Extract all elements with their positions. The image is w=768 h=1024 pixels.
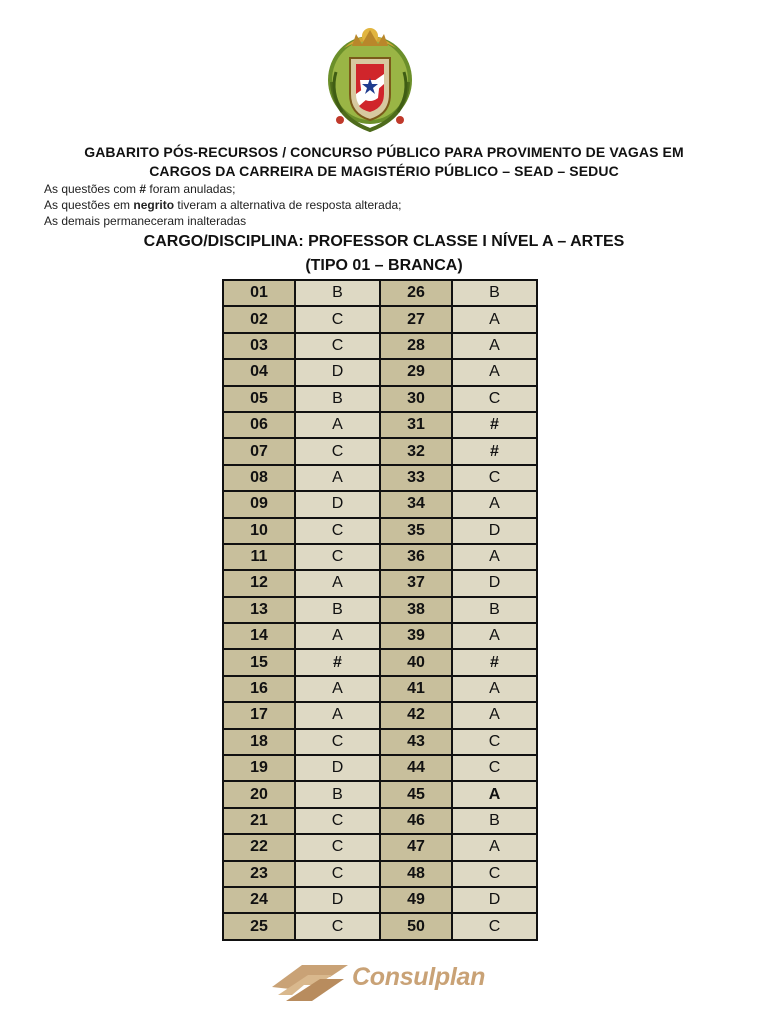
table-row <box>223 438 537 464</box>
document-title-line2: CARGOS DA CARREIRA DE MAGISTÉRIO PÚBLICO – SEAD – SEDUC <box>149 163 619 179</box>
answer-cell: A <box>295 676 380 702</box>
question-number: 06 <box>223 412 295 438</box>
table-row <box>223 808 537 834</box>
answer-cell: A <box>452 834 537 860</box>
test-type-heading: (TIPO 01 – BRANCA) <box>305 257 463 274</box>
question-number: 44 <box>380 755 452 781</box>
answer-cell: C <box>452 465 537 491</box>
answer-cell: C <box>295 544 380 570</box>
answer-cell: C <box>295 913 380 939</box>
table-row <box>223 834 537 860</box>
question-number: 36 <box>380 544 452 570</box>
question-number: 35 <box>380 518 452 544</box>
table-row <box>223 887 537 913</box>
question-number: 48 <box>380 861 452 887</box>
question-number: 26 <box>380 280 452 306</box>
answer-cell: # <box>452 649 537 675</box>
question-number: 09 <box>223 491 295 517</box>
question-number: 28 <box>380 333 452 359</box>
question-number: 19 <box>223 755 295 781</box>
table-row <box>223 676 537 702</box>
answer-cell: D <box>452 570 537 596</box>
answer-cell: # <box>452 412 537 438</box>
question-number: 31 <box>380 412 452 438</box>
question-number: 42 <box>380 702 452 728</box>
table-row <box>223 913 537 939</box>
table-row <box>223 306 537 332</box>
question-number: 30 <box>380 386 452 412</box>
question-number: 03 <box>223 333 295 359</box>
table-row <box>223 544 537 570</box>
answer-cell: B <box>452 597 537 623</box>
question-number: 10 <box>223 518 295 544</box>
answer-cell: A <box>295 412 380 438</box>
answer-cell: # <box>452 438 537 464</box>
answer-cell: D <box>295 491 380 517</box>
note-annulled: As questões com # foram anuladas; <box>44 182 236 196</box>
table-row <box>223 623 537 649</box>
question-number: 15 <box>223 649 295 675</box>
answer-cell: C <box>452 386 537 412</box>
answer-cell: B <box>295 781 380 807</box>
question-number: 37 <box>380 570 452 596</box>
question-number: 27 <box>380 306 452 332</box>
question-number: 04 <box>223 359 295 385</box>
table-row <box>223 333 537 359</box>
question-number: 46 <box>380 808 452 834</box>
answer-key-table <box>222 279 538 941</box>
answer-cell: C <box>295 808 380 834</box>
question-number: 07 <box>223 438 295 464</box>
question-number: 18 <box>223 729 295 755</box>
table-row <box>223 729 537 755</box>
answer-cell: A <box>452 491 537 517</box>
answer-cell: C <box>295 438 380 464</box>
question-number: 49 <box>380 887 452 913</box>
answer-cell: A <box>452 702 537 728</box>
answer-cell: A <box>452 676 537 702</box>
question-number: 39 <box>380 623 452 649</box>
table-row <box>223 359 537 385</box>
legend-notes <box>44 181 402 229</box>
answer-cell: A <box>452 333 537 359</box>
table-row <box>223 412 537 438</box>
question-number: 21 <box>223 808 295 834</box>
answer-cell: D <box>295 359 380 385</box>
question-number: 08 <box>223 465 295 491</box>
answer-cell: A <box>295 465 380 491</box>
table-row <box>223 570 537 596</box>
table-row <box>223 280 537 306</box>
answer-cell: C <box>452 861 537 887</box>
question-number: 34 <box>380 491 452 517</box>
hash-mark: # <box>139 182 147 196</box>
answer-cell: D <box>452 518 537 544</box>
answer-cell: C <box>452 913 537 939</box>
question-number: 40 <box>380 649 452 675</box>
table-row <box>223 649 537 675</box>
question-number: 22 <box>223 834 295 860</box>
answer-cell: B <box>295 597 380 623</box>
table-row <box>223 861 537 887</box>
question-number: 33 <box>380 465 452 491</box>
table-row <box>223 465 537 491</box>
answer-cell: C <box>295 518 380 544</box>
answer-cell: C <box>452 729 537 755</box>
answer-cell: A <box>452 544 537 570</box>
answer-cell: A <box>452 306 537 332</box>
question-number: 20 <box>223 781 295 807</box>
answer-cell: B <box>295 280 380 306</box>
question-number: 43 <box>380 729 452 755</box>
answer-cell: A <box>452 623 537 649</box>
answer-cell: C <box>295 861 380 887</box>
question-number: 05 <box>223 386 295 412</box>
answer-cell: A <box>295 570 380 596</box>
table-row <box>223 518 537 544</box>
table-row <box>223 702 537 728</box>
question-number: 14 <box>223 623 295 649</box>
answer-cell: D <box>452 887 537 913</box>
question-number: 24 <box>223 887 295 913</box>
answer-cell: # <box>295 649 380 675</box>
table-row <box>223 781 537 807</box>
answer-cell: A <box>452 781 537 807</box>
table-row <box>223 755 537 781</box>
question-number: 16 <box>223 676 295 702</box>
question-number: 25 <box>223 913 295 939</box>
question-number: 32 <box>380 438 452 464</box>
bold-mark: negrito <box>133 198 175 212</box>
answer-cell: B <box>452 280 537 306</box>
question-number: 23 <box>223 861 295 887</box>
question-number: 11 <box>223 544 295 570</box>
question-number: 41 <box>380 676 452 702</box>
answer-cell: A <box>295 623 380 649</box>
answer-cell: C <box>295 834 380 860</box>
answer-cell: A <box>452 359 537 385</box>
answer-cell: C <box>295 333 380 359</box>
answer-cell: B <box>452 808 537 834</box>
question-number: 38 <box>380 597 452 623</box>
answer-cell: C <box>452 755 537 781</box>
answer-cell: A <box>295 702 380 728</box>
question-number: 17 <box>223 702 295 728</box>
question-number: 47 <box>380 834 452 860</box>
table-row <box>223 597 537 623</box>
answer-cell: C <box>295 306 380 332</box>
answer-cell: D <box>295 887 380 913</box>
document-title-line1: GABARITO PÓS-RECURSOS / CONCURSO PÚBLICO PARA PROVIMENTO DE VAGAS EM <box>84 144 684 160</box>
table-row <box>223 491 537 517</box>
answer-cell: C <box>295 729 380 755</box>
note-altered: As questões em negrito tiveram a alternativa de resposta alterada; <box>44 198 402 212</box>
coat-of-arms-icon <box>322 22 418 134</box>
question-number: 45 <box>380 781 452 807</box>
question-number: 13 <box>223 597 295 623</box>
answer-cell: D <box>295 755 380 781</box>
table-row <box>223 386 537 412</box>
position-heading: CARGO/DISCIPLINA: PROFESSOR CLASSE I NÍVEL A – ARTES <box>143 233 625 250</box>
question-number: 50 <box>380 913 452 939</box>
consulplan-logo-text: Consulplan <box>352 963 486 991</box>
question-number: 02 <box>223 306 295 332</box>
question-number: 12 <box>223 570 295 596</box>
question-number: 29 <box>380 359 452 385</box>
question-number: 01 <box>223 280 295 306</box>
answer-cell: B <box>295 386 380 412</box>
note-unchanged: As demais permaneceram inalteradas <box>44 214 247 228</box>
